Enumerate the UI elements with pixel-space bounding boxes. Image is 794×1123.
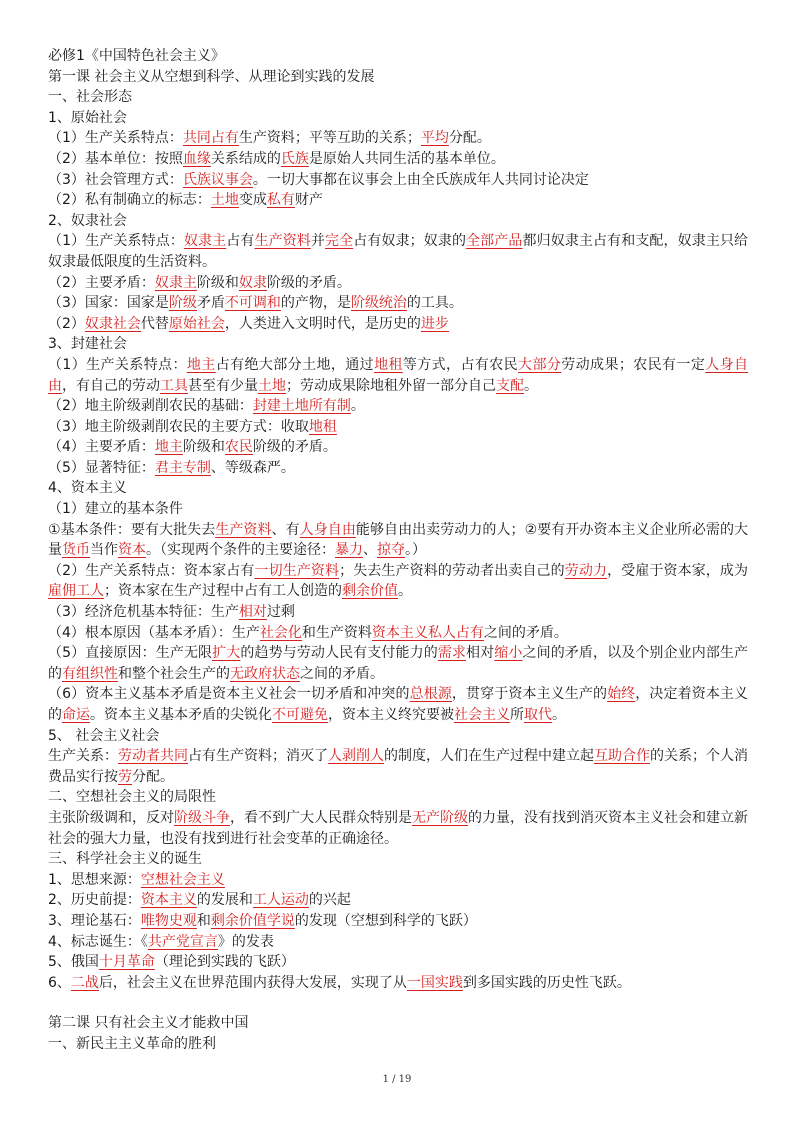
- text-segment: 阶级和: [182, 439, 225, 456]
- text-segment: （6）资本主义基本矛盾是资本主义社会一切矛盾和冲突的: [48, 686, 410, 703]
- text-segment: 到多国实践的历史性飞跃。: [462, 974, 631, 991]
- text-segment: 阶级和: [196, 274, 239, 291]
- text-line: [48, 973, 748, 994]
- text-paragraph: [48, 231, 748, 272]
- key-term: 唯物史观: [140, 912, 197, 929]
- key-term: 雇佣工人: [48, 583, 104, 600]
- key-term: 共同占有: [182, 130, 239, 147]
- text-segment: 的产物，是: [280, 295, 351, 312]
- text-segment: ；失去生产资料的劳动者出卖自己的: [339, 562, 565, 579]
- text-segment: （3）社会管理方式：: [48, 171, 183, 188]
- text-paragraph: [48, 684, 748, 725]
- text-segment: ，人类进入文明时代，是历史的: [224, 315, 421, 332]
- text-segment: 一、新民主主义革命的胜利: [48, 1035, 216, 1052]
- key-term: 取代: [524, 707, 552, 723]
- text-line: [48, 67, 748, 88]
- text-segment: 阶级的矛盾。: [252, 439, 337, 456]
- text-segment: 。资本主义基本矛盾的尖锐化: [90, 707, 272, 723]
- key-term: 货币: [62, 542, 90, 559]
- text-line: [48, 602, 748, 623]
- text-segment: 相对: [466, 645, 495, 662]
- text-line: [48, 417, 748, 438]
- text-line: [48, 314, 748, 335]
- key-term: 工人运动: [252, 892, 309, 909]
- text-segment: 和整个社会生产的: [118, 665, 230, 682]
- text-segment: （2）主要矛盾：: [48, 274, 155, 291]
- text-line: [48, 46, 748, 67]
- key-term: 阶级统治: [350, 295, 407, 312]
- text-segment: 主张阶级调和，反对: [48, 809, 174, 826]
- key-term: 进步: [420, 315, 449, 332]
- key-term: 剩余价值学说: [210, 912, 295, 929]
- key-term: 劳动力: [564, 562, 608, 579]
- text-segment: ，决定着资本主义的: [48, 686, 749, 723]
- text-segment: 第一课 社会主义从空想到科学、从理论到实践的发展: [48, 68, 375, 85]
- key-term: 十月革命: [98, 954, 155, 971]
- text-segment: 、: [363, 542, 377, 559]
- key-term: 劳动者共同: [118, 748, 188, 765]
- text-segment: 3、封建社会: [48, 336, 127, 353]
- text-segment: ，资本主义终究要被: [328, 707, 454, 723]
- text-segment: （5）显著特征：: [48, 459, 155, 476]
- key-term: 生产资料: [215, 521, 272, 538]
- text-segment: 之间的矛盾。: [483, 624, 568, 641]
- key-term: 社会主义: [454, 707, 510, 723]
- text-segment: 。: [552, 707, 566, 723]
- key-term: 人身自由: [48, 356, 749, 394]
- text-segment: （1）生产关系特点：: [48, 233, 184, 250]
- text-line: [48, 211, 748, 232]
- text-line: [48, 726, 748, 747]
- key-term: 人剥削人: [328, 748, 384, 765]
- text-line: [48, 273, 748, 294]
- key-term: 空想社会主义: [140, 871, 225, 888]
- text-line: [48, 787, 748, 808]
- key-term: 总根源: [409, 686, 452, 703]
- key-term: 阶级: [168, 295, 197, 312]
- key-term: 氏族议事会: [182, 171, 253, 188]
- key-term: 不可避免: [272, 707, 328, 723]
- key-term: 地租: [374, 356, 403, 373]
- text-line: [48, 293, 748, 314]
- key-term: 二战: [70, 974, 99, 991]
- text-line: [48, 952, 748, 973]
- text-line: [48, 911, 748, 932]
- text-segment: 都归奴隶主占有和支配，奴隶主只给奴隶最低限度的生活资料。: [48, 233, 749, 270]
- key-term: 剩余价值: [342, 583, 398, 600]
- text-segment: 后，社会主义在世界范围内获得大发展，实现了从: [98, 974, 407, 991]
- text-segment: 占有奴隶；奴隶的: [353, 233, 467, 250]
- text-segment: （4）主要矛盾：: [48, 439, 155, 456]
- text-segment: 并: [310, 233, 326, 250]
- text-segment: （2）生产关系特点：资本家占有: [48, 562, 255, 579]
- text-segment: 分配。: [448, 130, 491, 147]
- text-segment: （2）私有制确立的标志：: [48, 192, 211, 209]
- key-term: 奴隶: [238, 274, 267, 291]
- text-segment: 的关系；个人消费品实行按: [48, 748, 748, 785]
- text-segment: （4）根本原因（基本矛盾）：生产: [48, 624, 260, 641]
- key-term: 阶级斗争: [174, 809, 230, 826]
- text-paragraph: [48, 520, 748, 561]
- text-segment: （1）生产关系特点：: [48, 130, 183, 147]
- key-term: 氏族: [280, 150, 309, 167]
- key-term: 有组织性: [62, 665, 118, 682]
- text-line: [48, 870, 748, 891]
- text-segment: （理论到实践的飞跃）: [154, 954, 295, 971]
- text-segment: （3）国家：国家是: [48, 295, 169, 312]
- key-term: 相对: [238, 604, 267, 621]
- key-term: 地主: [186, 356, 216, 373]
- key-term: 血缘: [182, 150, 211, 167]
- text-segment: （2）: [48, 315, 85, 332]
- text-segment: 矛盾: [196, 295, 225, 312]
- key-term: 奴隶社会: [84, 315, 141, 332]
- text-segment: 所: [510, 707, 524, 723]
- text-segment: （5）直接原因：生产无限: [48, 645, 213, 662]
- document-body: [48, 46, 748, 1055]
- text-segment: 1、思想来源：: [48, 871, 141, 888]
- text-segment: 变成: [238, 192, 267, 209]
- text-segment: （1）建立的基本条件: [48, 501, 183, 518]
- text-segment: 的制度，人们在生产过程中建立起: [384, 748, 594, 765]
- text-segment: 、等级森严。: [210, 459, 295, 476]
- text-line: [48, 87, 748, 108]
- text-segment: ①基本条件：要有大批失去: [48, 521, 216, 538]
- key-term: 一国实践: [406, 974, 463, 991]
- text-segment: ，看不到广大人民群众特别是: [230, 809, 412, 826]
- key-term: 暴力: [335, 542, 363, 559]
- text-segment: 过剩: [266, 604, 295, 621]
- text-line: [48, 1034, 748, 1055]
- text-paragraph: [48, 355, 748, 396]
- text-segment: 二、空想社会主义的局限性: [48, 789, 216, 806]
- text-segment: 能够自由出卖劳动力的人；②要有开办资本主义企业所必需的大量: [48, 521, 749, 559]
- key-term: 平均: [420, 130, 449, 147]
- text-segment: ，贯穿于资本主义生产的: [451, 686, 608, 703]
- text-segment: 4、资本主义: [48, 480, 127, 497]
- key-term: 掠夺: [377, 542, 405, 559]
- text-segment: 。: [350, 398, 365, 415]
- key-term: 需求: [437, 645, 467, 662]
- text-segment: 生产资料；平等互助的关系；: [238, 130, 421, 147]
- text-line: [48, 437, 748, 458]
- text-paragraph: [48, 561, 748, 602]
- text-segment: 一、社会形态: [48, 89, 132, 106]
- text-segment: 1、原始社会: [48, 109, 127, 126]
- key-term: 始终: [607, 686, 636, 703]
- text-segment: 当作: [90, 542, 118, 559]
- key-term: 完全: [325, 233, 354, 250]
- key-term: 不可调和: [224, 295, 281, 312]
- key-term: 人身自由: [299, 521, 356, 538]
- key-term: 资本: [118, 542, 146, 559]
- text-line: [48, 190, 748, 211]
- text-segment: 2、历史前提：: [48, 892, 141, 909]
- text-segment: 的发展和: [196, 892, 253, 909]
- text-segment: 之间的矛盾。: [300, 665, 384, 682]
- text-segment: 、有: [271, 521, 300, 538]
- key-term: 互助合作: [594, 748, 650, 765]
- text-segment: 分配。: [132, 768, 174, 785]
- text-segment: （3）地主阶级剥削农民的主要方式：收取: [48, 418, 309, 435]
- key-term: 土地: [210, 192, 239, 209]
- text-segment: 第二课 只有社会主义才能救中国: [48, 1015, 249, 1032]
- key-term: 原始社会: [168, 315, 225, 332]
- text-segment: 2、奴隶社会: [48, 212, 127, 229]
- key-term: 无产阶级: [412, 809, 468, 826]
- text-segment: 的工具。: [406, 295, 463, 312]
- text-segment: 等方式，占有农民: [402, 356, 519, 373]
- text-segment: 和: [196, 912, 211, 929]
- text-segment: 的力量，没有找到消灭资本主义社会和建立新社会的强大力量，也没有找到进行社会变革的正确途径。: [48, 809, 748, 847]
- key-term: 社会化: [259, 624, 302, 641]
- text-segment: 必修1《中国特色社会主义》: [48, 48, 225, 64]
- text-paragraph: [48, 746, 748, 787]
- text-paragraph: [48, 808, 748, 849]
- text-segment: 代替: [140, 315, 169, 332]
- key-term: 一切生产资料: [254, 562, 340, 579]
- text-segment: 。）: [405, 542, 426, 559]
- text-segment: 的兴起: [308, 892, 351, 909]
- section-gap: [48, 993, 748, 1013]
- text-segment: ，有自己的劳动: [62, 377, 160, 394]
- text-segment: 5、 社会主义社会: [48, 727, 160, 744]
- text-segment: 的趋势与劳动人民有支付能力的: [240, 645, 438, 662]
- key-term: 劳: [118, 768, 132, 785]
- text-segment: 。（实现两个条件的主要途径：: [146, 542, 335, 559]
- page-number: 1 / 19: [382, 1074, 412, 1085]
- text-paragraph: [48, 643, 748, 684]
- text-line: [48, 1013, 748, 1034]
- key-term: 扩大: [212, 645, 241, 662]
- text-line: [48, 396, 748, 417]
- text-line: [48, 149, 748, 170]
- key-term: 资本主义: [140, 892, 197, 909]
- key-term: 生产资料: [254, 233, 311, 250]
- key-term: 大部分: [518, 356, 562, 373]
- text-segment: 占有绝大部分土地，通过: [215, 356, 375, 373]
- text-segment: 甚至有少量: [188, 377, 258, 394]
- key-term: 地主: [154, 439, 183, 456]
- text-line: [48, 932, 748, 953]
- key-term: 共产党宣言: [147, 933, 218, 950]
- text-segment: 4、标志诞生：《: [48, 933, 148, 950]
- text-line: [48, 108, 748, 129]
- text-segment: 3、理论基石：: [48, 912, 141, 929]
- text-segment: 6、: [48, 974, 71, 991]
- key-term: 私有: [266, 192, 295, 209]
- key-term: 君主专制: [154, 459, 211, 476]
- text-segment: 。一切大事都在议事会上由全氏族成年人共同讨论决定: [252, 171, 589, 188]
- text-line: [48, 478, 748, 499]
- text-line: [48, 623, 748, 644]
- text-segment: 》的发表: [217, 933, 274, 950]
- key-term: 资本主义私人占有: [371, 624, 484, 641]
- text-segment: 。: [398, 583, 412, 600]
- text-line: [48, 890, 748, 911]
- text-segment: ；劳动成果除地租外留一部分自己: [286, 377, 496, 394]
- text-segment: 之间的矛盾，以及个别企业内部生产的: [48, 645, 749, 682]
- text-line: [48, 128, 748, 149]
- text-line: [48, 334, 748, 355]
- key-term: 缩小: [494, 645, 523, 662]
- text-segment: 占有: [226, 233, 255, 250]
- text-segment: 阶级的矛盾。: [266, 274, 351, 291]
- text-segment: ；资本家在生产过程中占有工人创造的: [104, 583, 342, 600]
- text-segment: （2）基本单位：按照: [48, 150, 183, 167]
- text-segment: （3）经济危机基本特征：生产: [48, 604, 239, 621]
- text-line: [48, 170, 748, 191]
- text-segment: 财产: [294, 192, 323, 209]
- text-line: [48, 458, 748, 479]
- text-segment: 劳动成果；农民有一定: [561, 356, 706, 373]
- text-segment: 5、俄国: [48, 954, 99, 971]
- text-segment: 三、科学社会主义的诞生: [48, 851, 202, 868]
- key-term: 工具: [160, 377, 188, 394]
- key-term: 命运: [62, 707, 90, 723]
- text-segment: 生产关系：: [48, 748, 118, 765]
- text-segment: 的发现（空想到科学的飞跃）: [294, 912, 477, 929]
- text-segment: 是原始人共同生活的基本单位。: [308, 150, 505, 167]
- key-term: 土地: [258, 377, 286, 394]
- key-term: 奴隶主: [183, 233, 227, 250]
- key-term: 全部产品: [466, 233, 523, 250]
- text-segment: ，受雇于资本家，成为: [607, 562, 749, 579]
- text-line: [48, 849, 748, 870]
- key-term: 支配: [496, 377, 524, 394]
- key-term: 封建土地所有制: [252, 398, 351, 415]
- key-term: 地租: [308, 418, 337, 435]
- text-segment: 。: [524, 377, 538, 394]
- text-segment: 占有生产资料；消灭了: [188, 748, 328, 765]
- text-segment: （2）地主阶级剥削农民的基础：: [48, 398, 253, 415]
- text-segment: 和生产资料: [301, 624, 372, 641]
- key-term: 奴隶主: [154, 274, 197, 291]
- text-line: [48, 499, 748, 520]
- text-segment: 关系结成的: [210, 150, 281, 167]
- key-term: 农民: [224, 439, 253, 456]
- text-segment: （1）生产关系特点：: [48, 356, 187, 373]
- key-term: 无政府状态: [230, 665, 300, 682]
